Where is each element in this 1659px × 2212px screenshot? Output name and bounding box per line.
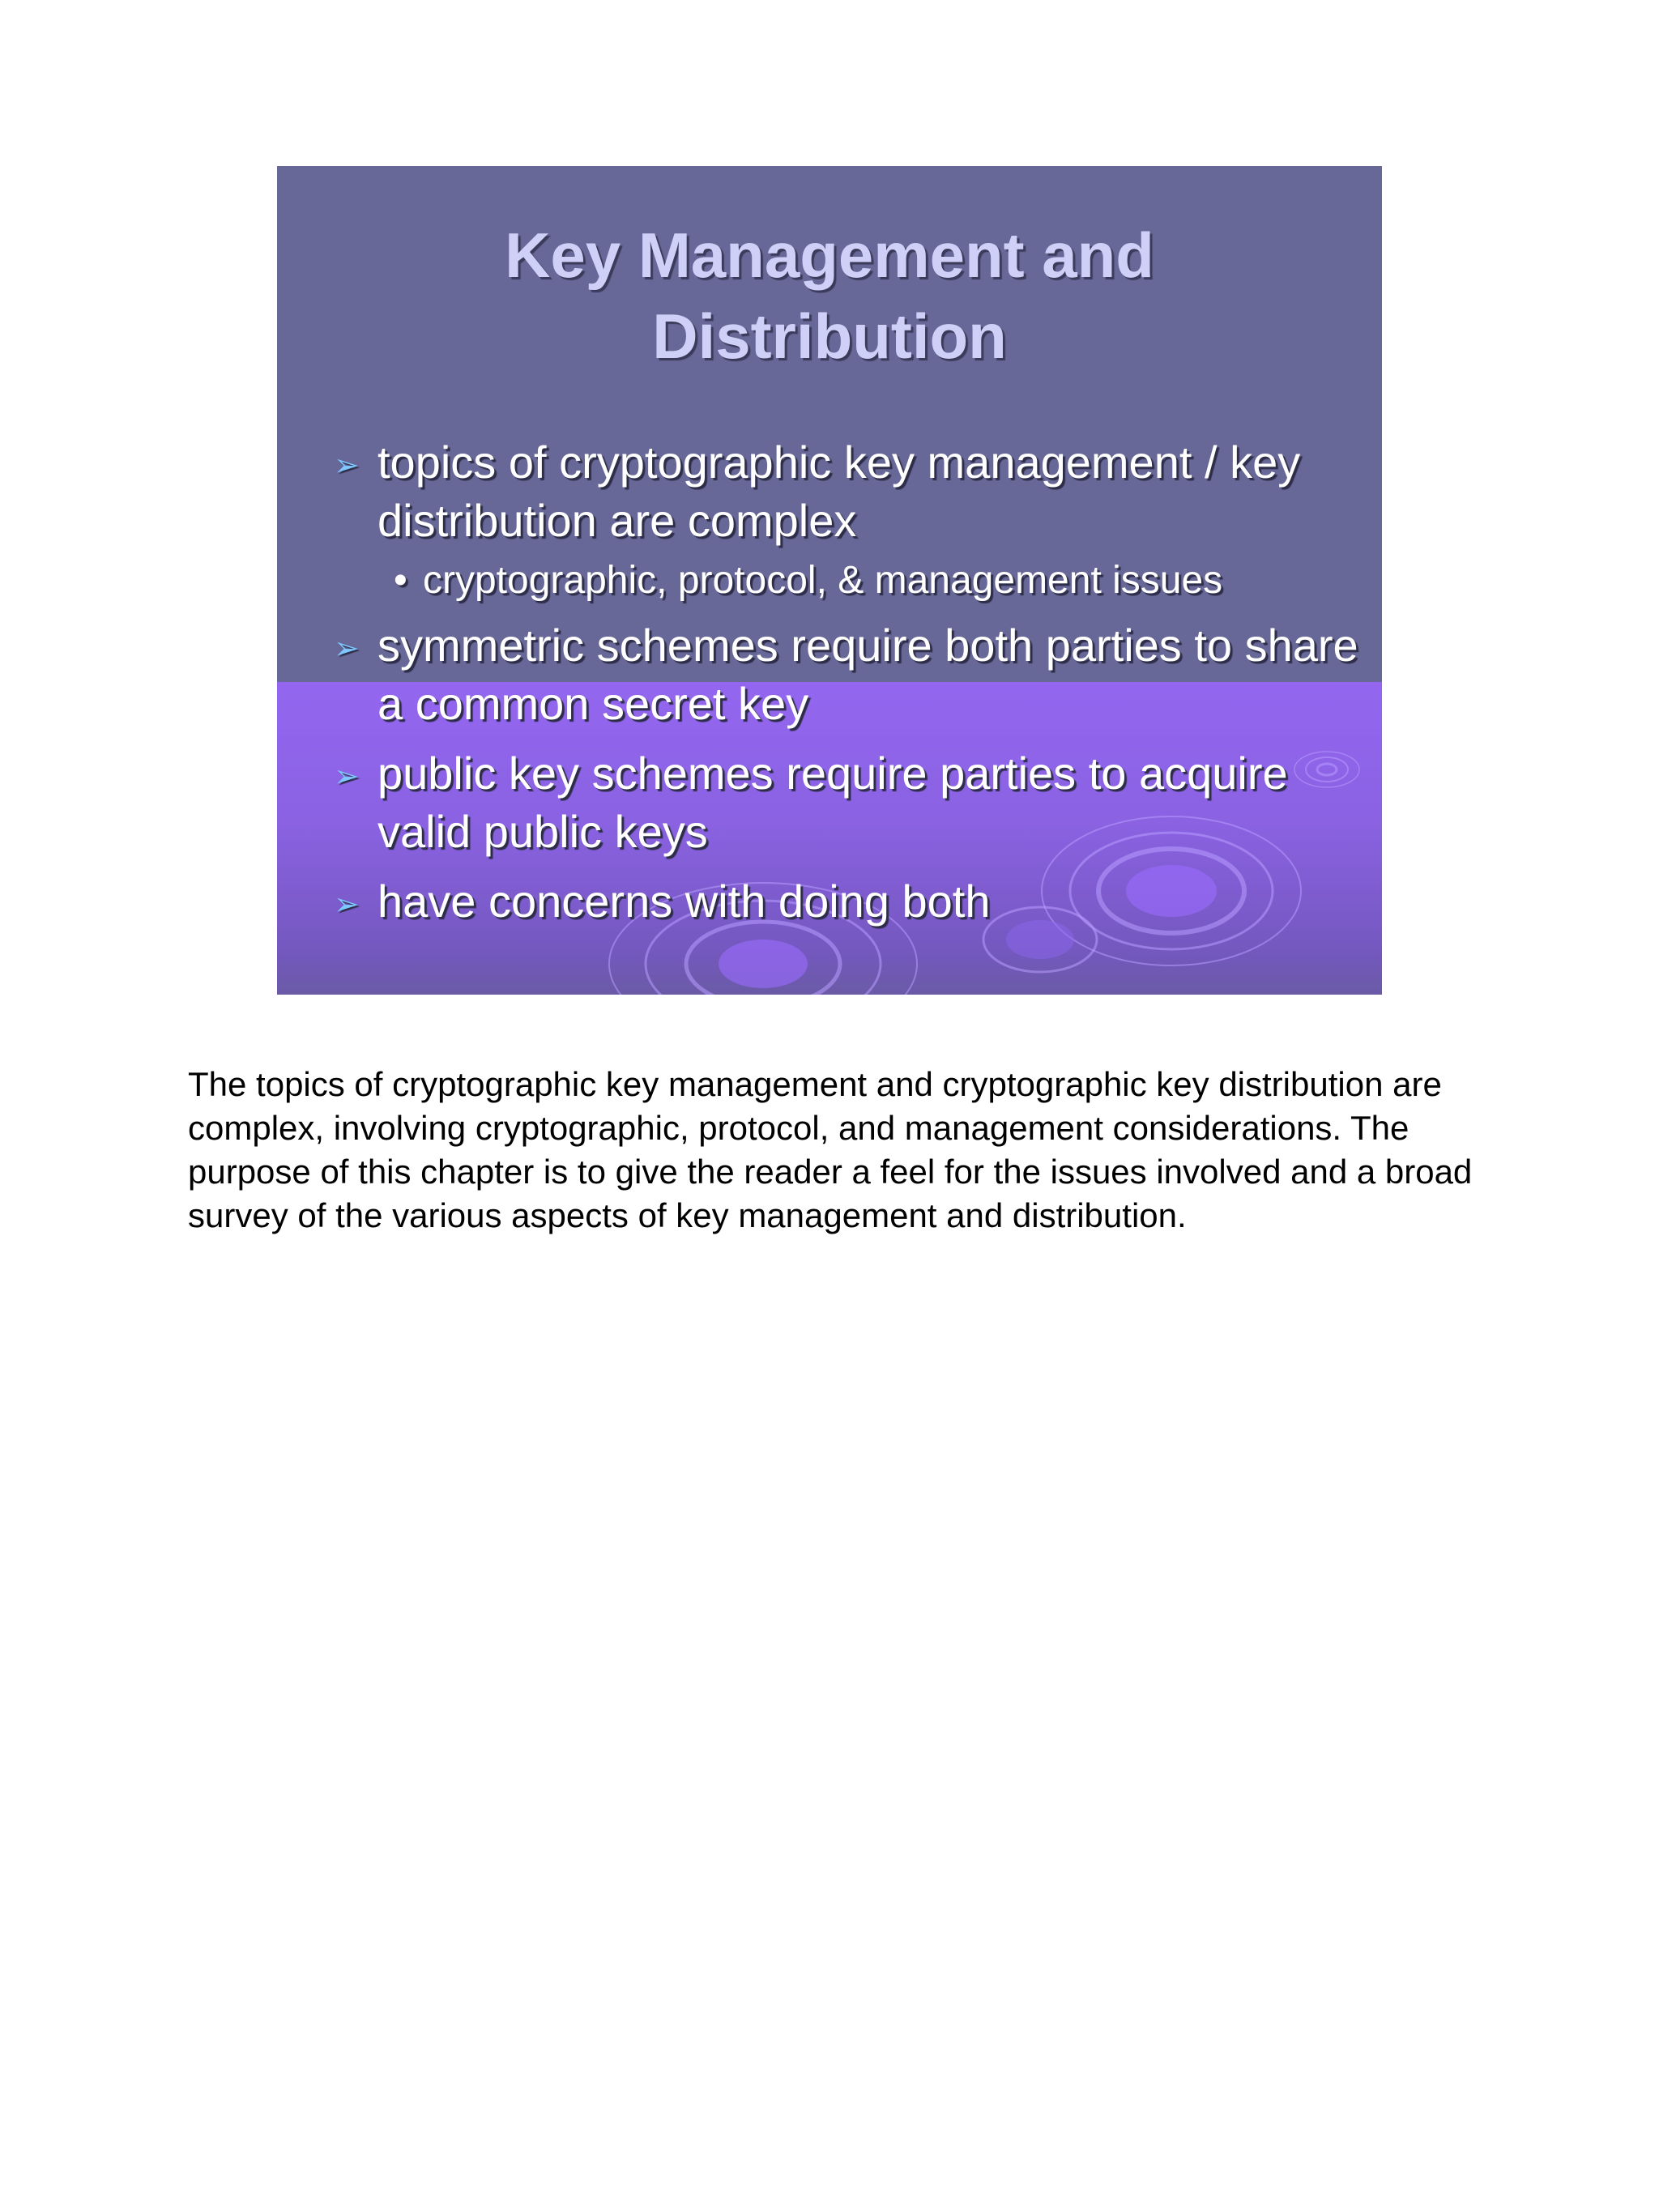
bullet-item [334,744,1363,861]
slide [277,166,1382,995]
bullet-text: public key schemes require parties to acquire valid public keys [377,748,1288,857]
bullet-item [334,872,1363,931]
slide-bullet-list [334,433,1363,942]
sub-bullet-text: cryptographic, protocol, & management issues [423,559,1223,602]
sub-bullet-item [334,556,1363,605]
bullet-item [334,433,1363,550]
bullet-text: topics of cryptographic key management / key distribution are complex [377,437,1301,546]
bullet-text: symmetric schemes require both parties to share a common secret key [377,620,1358,729]
arrow-bullet-icon: ➢ [334,449,360,483]
arrow-bullet-icon: ➢ [334,632,360,666]
bullet-text: have concerns with doing both [377,876,991,927]
slide-title [277,215,1382,377]
slide-title-line-1: Key Management and [505,219,1154,291]
arrow-bullet-icon: ➢ [334,760,360,794]
speaker-notes: The topics of cryptographic key management and cryptographic key distribution are complex, involving cryptographic, protocol, and management considerations. The purpose of this chapter is to give the reader a feel for the issues involved and a broad survey of the various aspects of key management and distribution. [188,1065,1473,1234]
arrow-bullet-icon: ➢ [334,888,360,922]
bullet-item [334,616,1363,733]
slide-title-line-2: Distribution [652,300,1007,372]
dot-bullet-icon: • [394,559,407,602]
